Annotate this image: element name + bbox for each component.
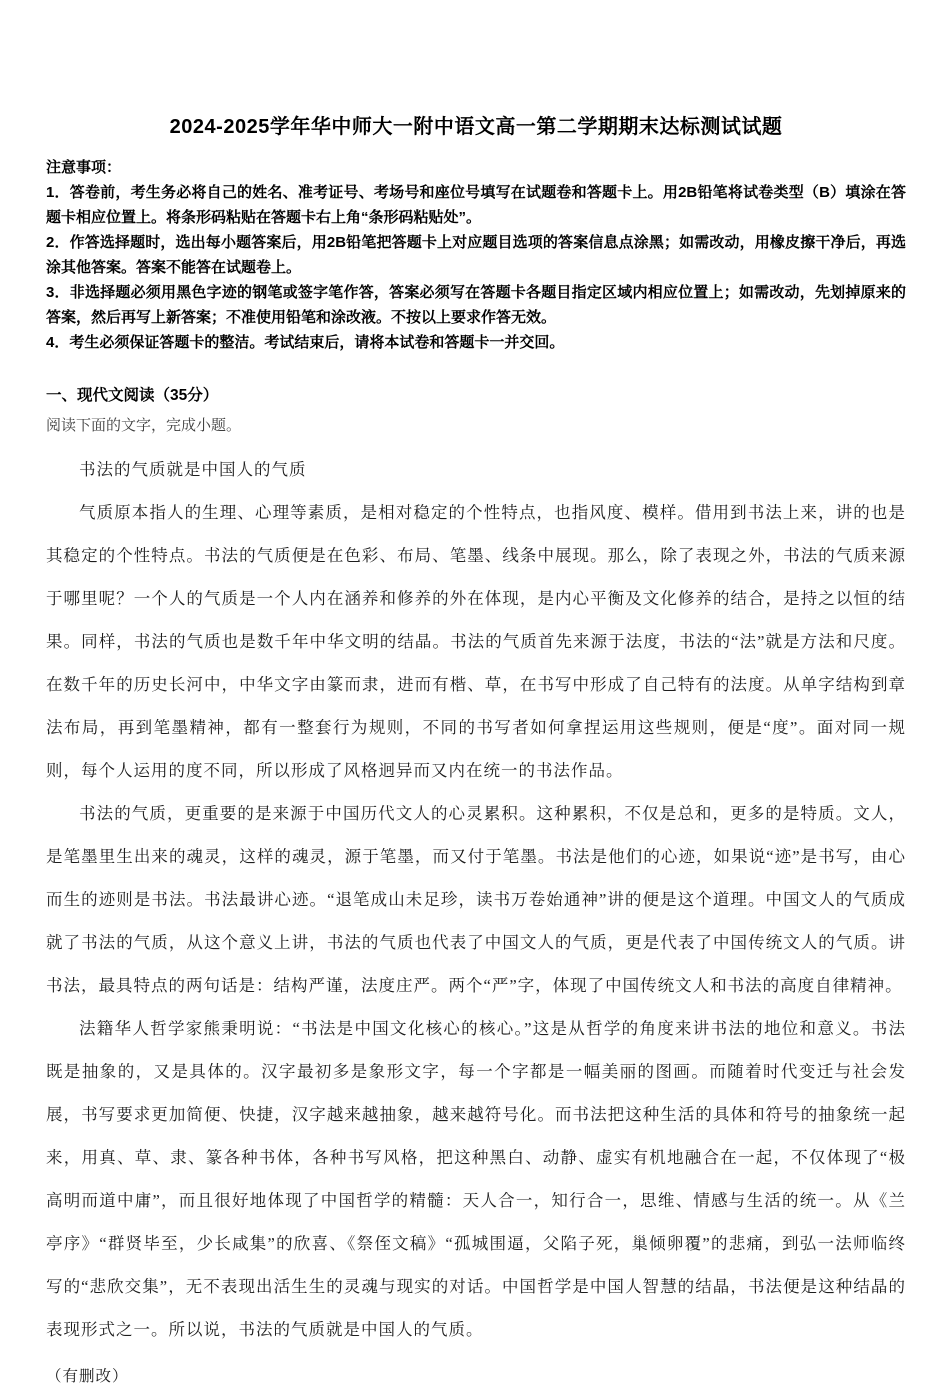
section-heading: 一、现代文阅读（35分）	[46, 387, 219, 404]
section-intro: 阅读下面的文字，完成小题。	[46, 418, 242, 434]
page-title: 2024-2025学年华中师大一附中语文高一第二学期期末达标测试试题	[169, 116, 783, 138]
essay-paragraph-3: 法籍华人哲学家熊秉明说：“书法是中国文化核心的核心。”这是从哲学的角度来讲书法的地位和意义。书法既是抽象的，又是具体的。汉字最初多是象形文字，每一个字都是一幅美丽的图画。而随着时代变迁与社会发展，书写要求更加简便、快捷，汉字越来越抽象，越来越符号化。而书法把这种生活的具体和符号的抽象统一起来，用真、草、隶、篆各种书体，各种书写风格，把这种黑白、动静、虚实有机地融合在一起，不仅体现了“极高明而道中庸”，而且很好地体现了中国哲学的精髓：天人合一，知行合一，思维、情感与生活的统一。从《兰亭序》“群贤毕至，少长咸集”的欣喜、《祭侄文稿》“孤城围逼，父陷子死，巢倾卵覆”的悲痛，到弘一法师临终写的“悲欣交集”，无不表现出活生生的灵魂与现实的对话。中国哲学是中国人智慧的结晶，书法便是这种结晶的表现形式之一。所以说，书法的气质就是中国人的气质。	[46, 1019, 906, 1339]
notice-item-1: 1．答卷前，考生务必将自己的姓名、准考证号、考场号和座位号填写在试题卷和答题卡上。用2B铅笔将试卷类型（B）填涂在答题卡相应位置上。将条形码粘贴在答题卡右上角“条形码粘贴处”。	[46, 184, 906, 226]
notice-section	[46, 155, 906, 355]
reading-section	[46, 383, 906, 1398]
essay-text	[46, 448, 906, 1398]
essay-title: 书法的气质就是中国人的气质	[79, 460, 307, 479]
notice-item-2: 2．作答选择题时，选出每小题答案后，用2B铅笔把答题卡上对应题目选项的答案信息点涂黑；如需改动，用橡皮擦干净后，再选涂其他答案。答案不能答在试题卷上。	[46, 234, 906, 276]
essay-paragraph-2: 书法的气质，更重要的是来源于中国历代文人的心灵累积。这种累积，不仅是总和，更多的是特质。文人，是笔墨里生出来的魂灵，这样的魂灵，源于笔墨，而又付于笔墨。书法是他们的心迹，如果说“迹”是书写，由心而生的迹则是书法。书法最讲心迹。“退笔成山未足珍，读书万卷始通神”讲的便是这个道理。中国文人的气质成就了书法的气质，从这个意义上讲，书法的气质也代表了中国文人的气质，更是代表了中国传统文人的气质。讲书法，最具特点的两句话是：结构严谨，法度庄严。两个“严”字，体现了中国传统文人和书法的高度自律精神。	[46, 804, 906, 995]
notice-item-3: 3．非选择题必须用黑色字迹的钢笔或签字笔作答，答案必须写在答题卡各题目指定区域内相应位置上；如需改动，先划掉原来的答案，然后再写上新答案；不准使用铅笔和涂改液。不按以上要求作答无效。	[46, 284, 906, 326]
notice-heading: 注意事项：	[46, 159, 122, 176]
notice-item-4: 4．考生必须保证答题卡的整洁。考试结束后，请将本试卷和答题卡一并交回。	[46, 334, 565, 351]
essay-paragraph-1: 气质原本指人的生理、心理等素质，是相对稳定的个性特点，也指风度、模样。借用到书法上来，讲的也是其稳定的个性特点。书法的气质便是在色彩、布局、笔墨、线条中展现。那么，除了表现之外，书法的气质来源于哪里呢？一个人的气质是一个人内在涵养和修养的外在体现，是内心平衡及文化修养的结合，是持之以恒的结果。同样，书法的气质也是数千年中华文明的结晶。书法的气质首先来源于法度，书法的“法”就是方法和尺度。在数千年的历史长河中，中华文字由篆而隶，进而有楷、草，在书写中形成了自己特有的法度。从单字结构到章法布局，再到笔墨精神，都有一整套行为规则，不同的书写者如何拿捏运用这些规则，便是“度”。面对同一规则，每个人运用的度不同，所以形成了风格迥异而又内在统一的书法作品。	[46, 503, 906, 780]
essay-source-note: （有删改）	[46, 1368, 129, 1385]
